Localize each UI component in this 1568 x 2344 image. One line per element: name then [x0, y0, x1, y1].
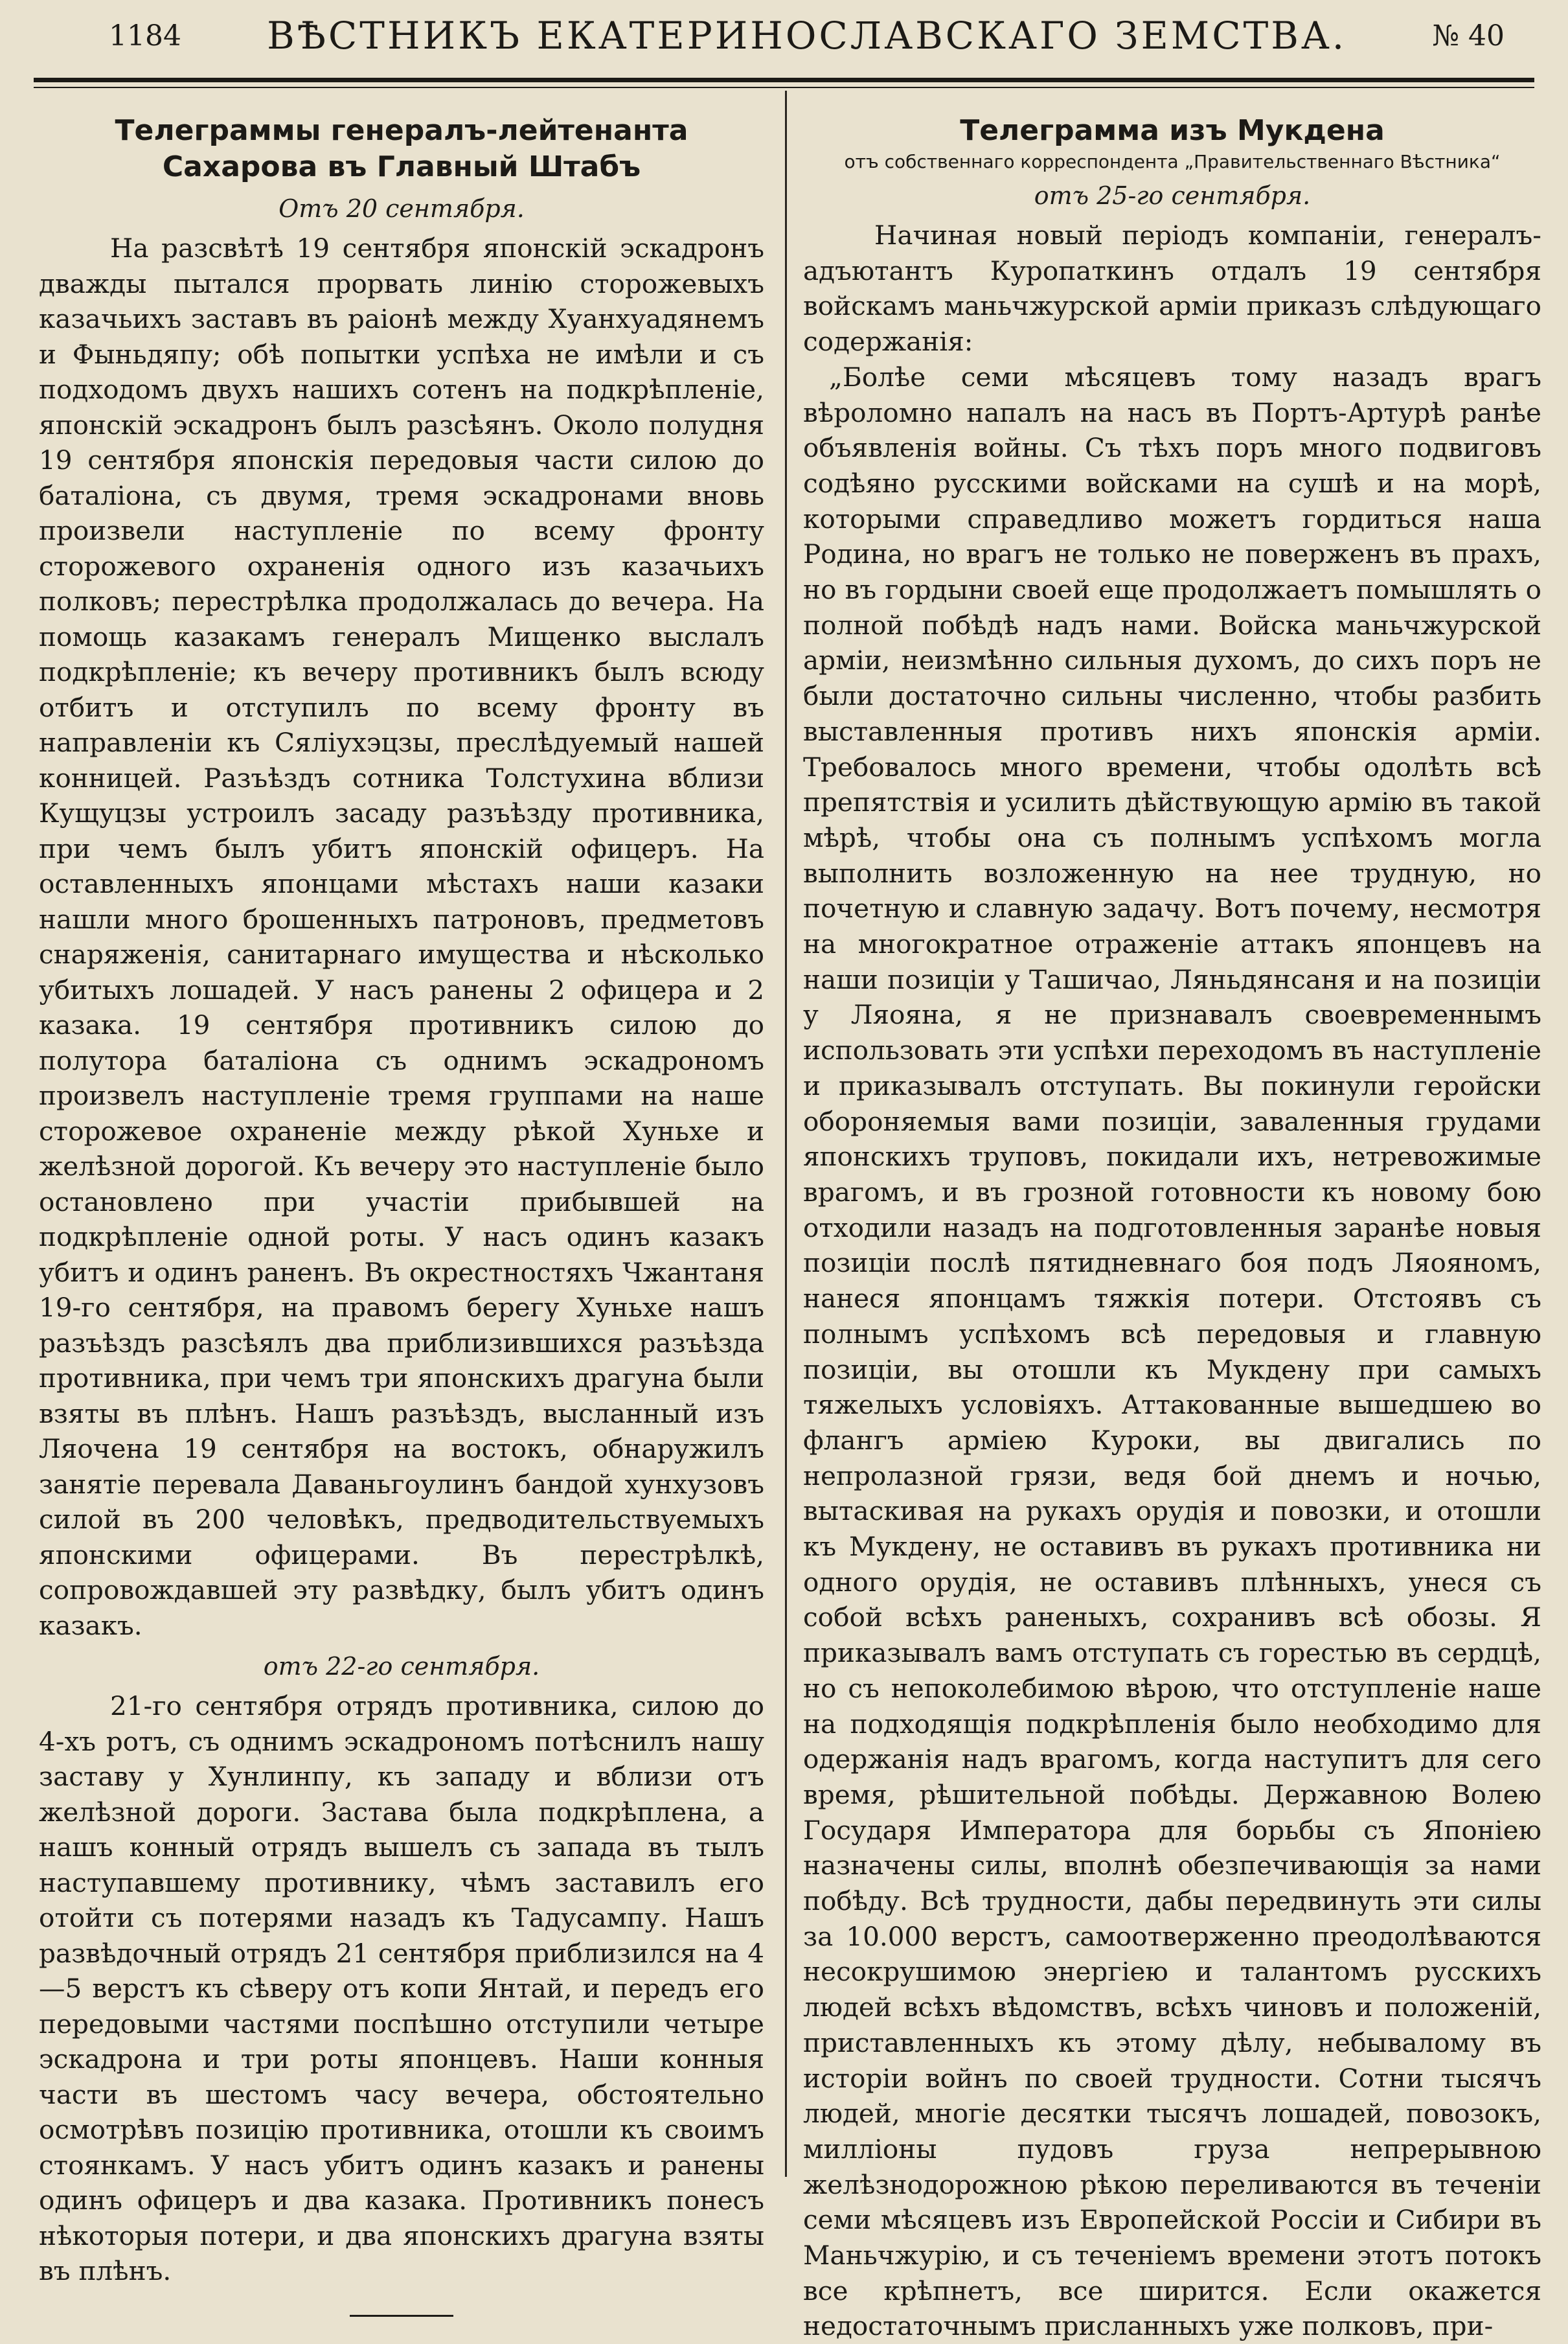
header-rule-thick: [34, 78, 1534, 82]
left-paragraph-1: На разсвѣтѣ 19 сентября японскій эскадронъ дважды пытался прорвать линію сторожевыхъ казачьихъ заставъ въ раіонѣ между Хуанхуадянемъ и Фыньдяпу; обѣ попытки успѣха не имѣли и съ подходомъ двухъ нашихъ сотенъ на подкрѣпленіе, японскій эскадронъ былъ разсѣянъ. Около полудня 19 сентября японскія передовыя части силою до баталіона, съ двумя, тремя эскадронами вновь произвели наступленіе по всему фронту сторожевого охраненія одного изъ казачьихъ полковъ; перестрѣлка продолжалась до вечера. На помощь казакамъ генералъ Мищенко выслалъ подкрѣпленіе; къ вечеру противникъ былъ всюду отбитъ и отступилъ по всему фронту въ направленіи къ Сяліухэцзы, преслѣдуемый нашей конницей. Разъѣздъ сотника Толстухина вблизи Кущуцзы устроилъ засаду разъѣзду противника, при чемъ былъ убитъ японскій офицеръ. На оставленныхъ японцами мѣстахъ наши казаки нашли много брошенныхъ патроновъ, предметовъ снаряженія, санитарнаго имущества и нѣсколько убитыхъ лошадей. У насъ ранены 2 офицера и 2 казака. 19 сентября противникъ силою до полутора баталіона съ однимъ эскадрономъ произвелъ наступленіе тремя группами на наше сторожевое охраненіе между рѣкой Хуньхе и желѣзной дорогой. Къ вечеру это наступленіе было остановлено при участіи прибывшей на подкрѣпленіе одной роты. У насъ одинъ казакъ убитъ и одинъ раненъ. Въ окрестностяхъ Чжантаня 19-го сентября, на правомъ берегу Хуньхе нашъ разъѣздъ разсѣялъ два приблизившихся разъѣзда противника, при чемъ три японскихъ драгуна были взяты въ плѣнъ. Нашъ разъѣздъ, высланный изъ Ляочена 19 сентября на востокъ, обнаружилъ занятіе перевала Даваньгоулинъ бандой хунхузовъ силой въ 200 человѣкъ, предводительствуемыхъ японскими офицерами. Въ перестрѣлкѣ, сопровождавшей эту развѣдку, былъ убитъ одинъ казакъ.: [39, 233, 764, 1641]
right-article-subtitle: отъ собственнаго корреспондента „Правительственнаго Вѣстника“: [844, 151, 1501, 172]
journal-title: ВѢСТНИКЪ ЕКАТЕРИНОСЛАВСКАГО ЗЕМСТВА.: [267, 14, 1347, 58]
issue-number: № 40: [1432, 19, 1505, 52]
left-column: [39, 104, 764, 2317]
right-paragraph-2: „Болѣе семи мѣсяцевъ тому назадъ врагъ вѣроломно напалъ на насъ въ Портъ-Артурѣ ранѣе объявленія войны. Съ тѣхъ поръ много подвиговъ содѣяно русскими войсками на сушѣ и на морѣ, которыми справедливо можетъ гордиться наша Родина, но врагъ не только не поверженъ въ прахъ, но въ гордыни своей еще продолжаетъ помышлять о полной побѣдѣ надъ нами. Войска маньчжурской арміи, неизмѣнно сильныя духомъ, до сихъ поръ не были достаточно сильны численно, чтобы разбить выставленныя противъ нихъ японскія арміи. Требовалось много времени, чтобы одолѣть всѣ препятствія и усилить дѣйствующую армію въ такой мѣрѣ, чтобы она съ полнымъ успѣхомъ могла выполнить возложенную на нее трудную, но почетную и славную задачу. Вотъ почему, несмотря на многократное отраженіе аттакъ японцевъ на наши позиціи у Ташичао, Ляньдянсаня и на позиціи у Ляояна, я не признавалъ своевременнымъ использовать эти успѣхи переходомъ въ наступленіе и приказывалъ отступать. Вы покинули геройски обороняемыя вами позиціи, заваленныя грудами японскихъ труповъ, покидали ихъ, нетревожимые врагомъ, и въ грозной готовности къ новому бою отходили назадъ на подготовленныя заранѣе новыя позиціи послѣ пятидневнаго боя подъ Ляояномъ, нанеся японцамъ тяжкія потери. Отстоявъ съ полнымъ успѣхомъ всѣ передовыя и главную позиціи, вы отошли къ Мукдену при самыхъ тяжелыхъ условіяхъ. Аттакованные вышедшею во флангъ арміею Куроки, вы двигались по непролазной грязи, ведя бой днемъ и ночью, вытаскивая на рукахъ орудія и повозки, и отошли къ Мукдену, не оставивъ въ рукахъ противника ни одного орудія, не оставивъ плѣнныхъ, унеся съ собой всѣхъ раненыхъ, сохранивъ всѣ обозы. Я приказывалъ вамъ отступать съ горестью въ сердцѣ, но съ непоколебимою вѣрою, что отступленіе наше на подходящія подкрѣпленія было необходимо для одержанія надъ врагомъ, когда наступитъ для сего время, рѣшительной побѣды. Державною Волею Государя Императора для борьбы съ Японіею назначены силы, вполнѣ обезпечивающія за нами побѣду. Всѣ трудности, дабы передвинуть эти силы за 10.000 верстъ, самоотверженно преодолѣваются несокрушимою энергіею и талантомъ русскихъ людей всѣхъ вѣдомствъ, всѣхъ чиновъ и положеній, приставленныхъ къ этому дѣлу, небывалому въ исторіи войнъ по своей трудности. Сотни тысячъ людей, многіе десятки тысячъ лошадей, повозокъ, милліоны пудовъ груза непрерывною желѣзнодорожною рѣкою переливаются въ теченіи семи мѣсяцевъ изъ Европейской Россіи и Сибири въ Маньчжурію, и съ теченіемъ времени этотъ потокъ все крѣпнетъ, все ширится. Если окажется недостаточнымъ присланныхъ уже полковъ, при-: [803, 361, 1541, 2342]
header-rule-thin: [34, 87, 1534, 88]
left-dateline-2: отъ 22-го сентября.: [263, 1652, 540, 1681]
page-number: 1184: [109, 19, 181, 52]
right-column: [803, 104, 1541, 2344]
left-dateline-1: Отъ 20 сентября.: [278, 194, 525, 223]
left-article-title: Телеграммы генералъ-лейтенанта Сахарова въ Главный Штабъ: [115, 114, 688, 183]
left-paragraph-2: 21-го сентября отрядъ противника, силою до 4-хъ ротъ, съ однимъ эскадрономъ потѣснилъ нашу заставу у Хунлинпу, къ западу и вблизи отъ желѣзной дороги. Застава была подкрѣплена, а нашъ конный отрядъ вышелъ съ запада въ тылъ наступавшему противнику, чѣмъ заставилъ его отойти съ потерями назадъ къ Тадусампу. Нашъ развѣдочный отрядъ 21 сентября приблизился на 4—5 верстъ къ сѣверу отъ копи Янтай, и передъ его передовыми частями поспѣшно отступили четыре эскадрона и три роты японцевъ. Наши конныя части въ шестомъ часу вечера, обстоятельно осмотрѣвъ позицію противника, отошли къ своимъ стоянкамъ. У насъ убитъ одинъ казакъ и ранены одинъ офицеръ и два казака. Противникъ понесъ нѣкоторыя потери, и два японскихъ драгуна взяты въ плѣнъ.: [39, 1690, 764, 2286]
article-end-rule: [350, 2315, 453, 2317]
column-divider: [785, 91, 787, 2177]
right-article-title: Телеграмма изъ Мукдена: [960, 114, 1385, 147]
right-paragraph-1: Начиная новый періодъ компаніи, генералъ-адъютантъ Куропаткинъ отдалъ 19 сентября войскамъ маньчжурской арміи приказъ слѣдующаго содержанія:: [803, 220, 1541, 358]
page-header: [31, 0, 1537, 71]
right-dateline: отъ 25-го сентября.: [1034, 181, 1311, 210]
